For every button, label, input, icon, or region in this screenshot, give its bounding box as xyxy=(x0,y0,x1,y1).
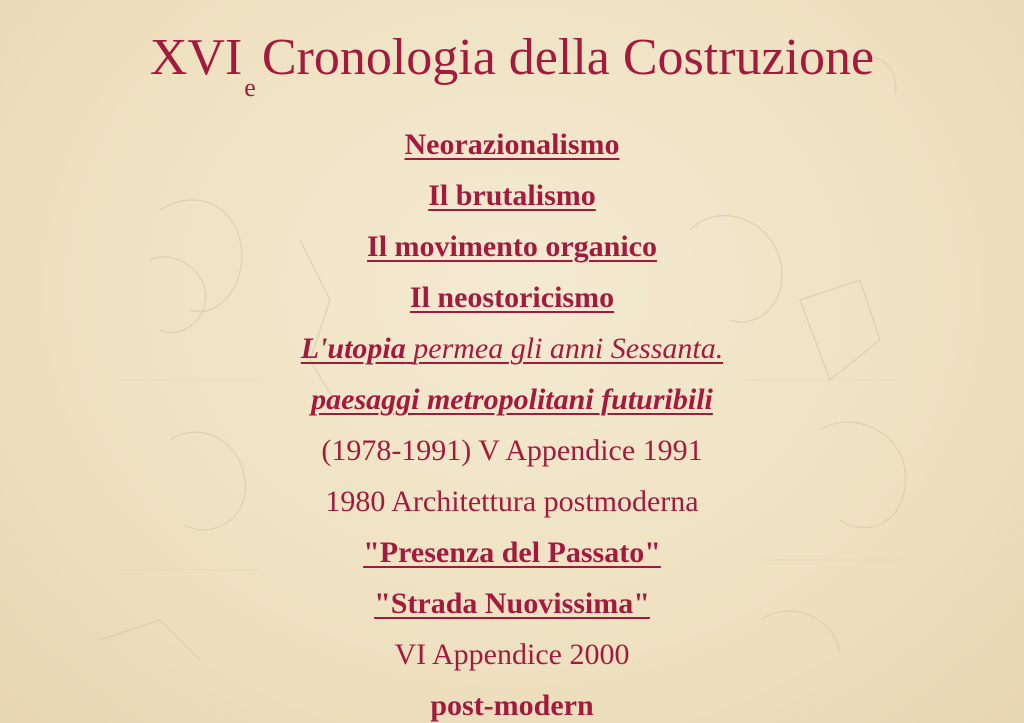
item-vi-appendice: VI Appendice 2000 xyxy=(394,638,630,671)
list-item xyxy=(0,578,1024,629)
list-item xyxy=(0,527,1024,578)
list-item xyxy=(0,170,1024,221)
title-main: Cronologia della Costruzione xyxy=(261,29,875,86)
item-neorazionalismo: Neorazionalismo xyxy=(404,128,620,161)
item-strada-nuovissima: "Strada Nuovissima" xyxy=(374,587,650,620)
list-item xyxy=(0,629,1024,680)
title-roman: XVI xyxy=(149,29,243,86)
chronology-list xyxy=(0,119,1024,723)
page-title xyxy=(0,28,1024,102)
item-utopia-text: permea gli anni Sessanta. xyxy=(413,332,724,365)
item-architettura-postmoderna: 1980 Architettura postmoderna xyxy=(325,485,699,518)
list-item xyxy=(0,119,1024,170)
list-item xyxy=(0,272,1024,323)
item-v-appendice: (1978-1991) V Appendice 1991 xyxy=(321,434,703,467)
item-movimento-organico: Il movimento organico xyxy=(367,230,657,263)
list-item xyxy=(0,425,1024,476)
item-utopia: L'utopia xyxy=(300,332,406,365)
item-brutalismo: Il brutalismo xyxy=(428,179,596,212)
list-item xyxy=(0,221,1024,272)
item-presenza-del-passato: "Presenza del Passato" xyxy=(363,536,661,569)
item-post-modern: post-modern xyxy=(430,689,594,722)
list-item xyxy=(0,374,1024,425)
list-item xyxy=(0,680,1024,723)
item-neostoricismo: Il neostoricismo xyxy=(409,281,615,314)
title-subscript: e xyxy=(244,73,256,102)
list-item xyxy=(0,476,1024,527)
item-paesaggi: paesaggi metropolitani futuribili xyxy=(311,383,713,416)
list-item xyxy=(0,323,1024,374)
